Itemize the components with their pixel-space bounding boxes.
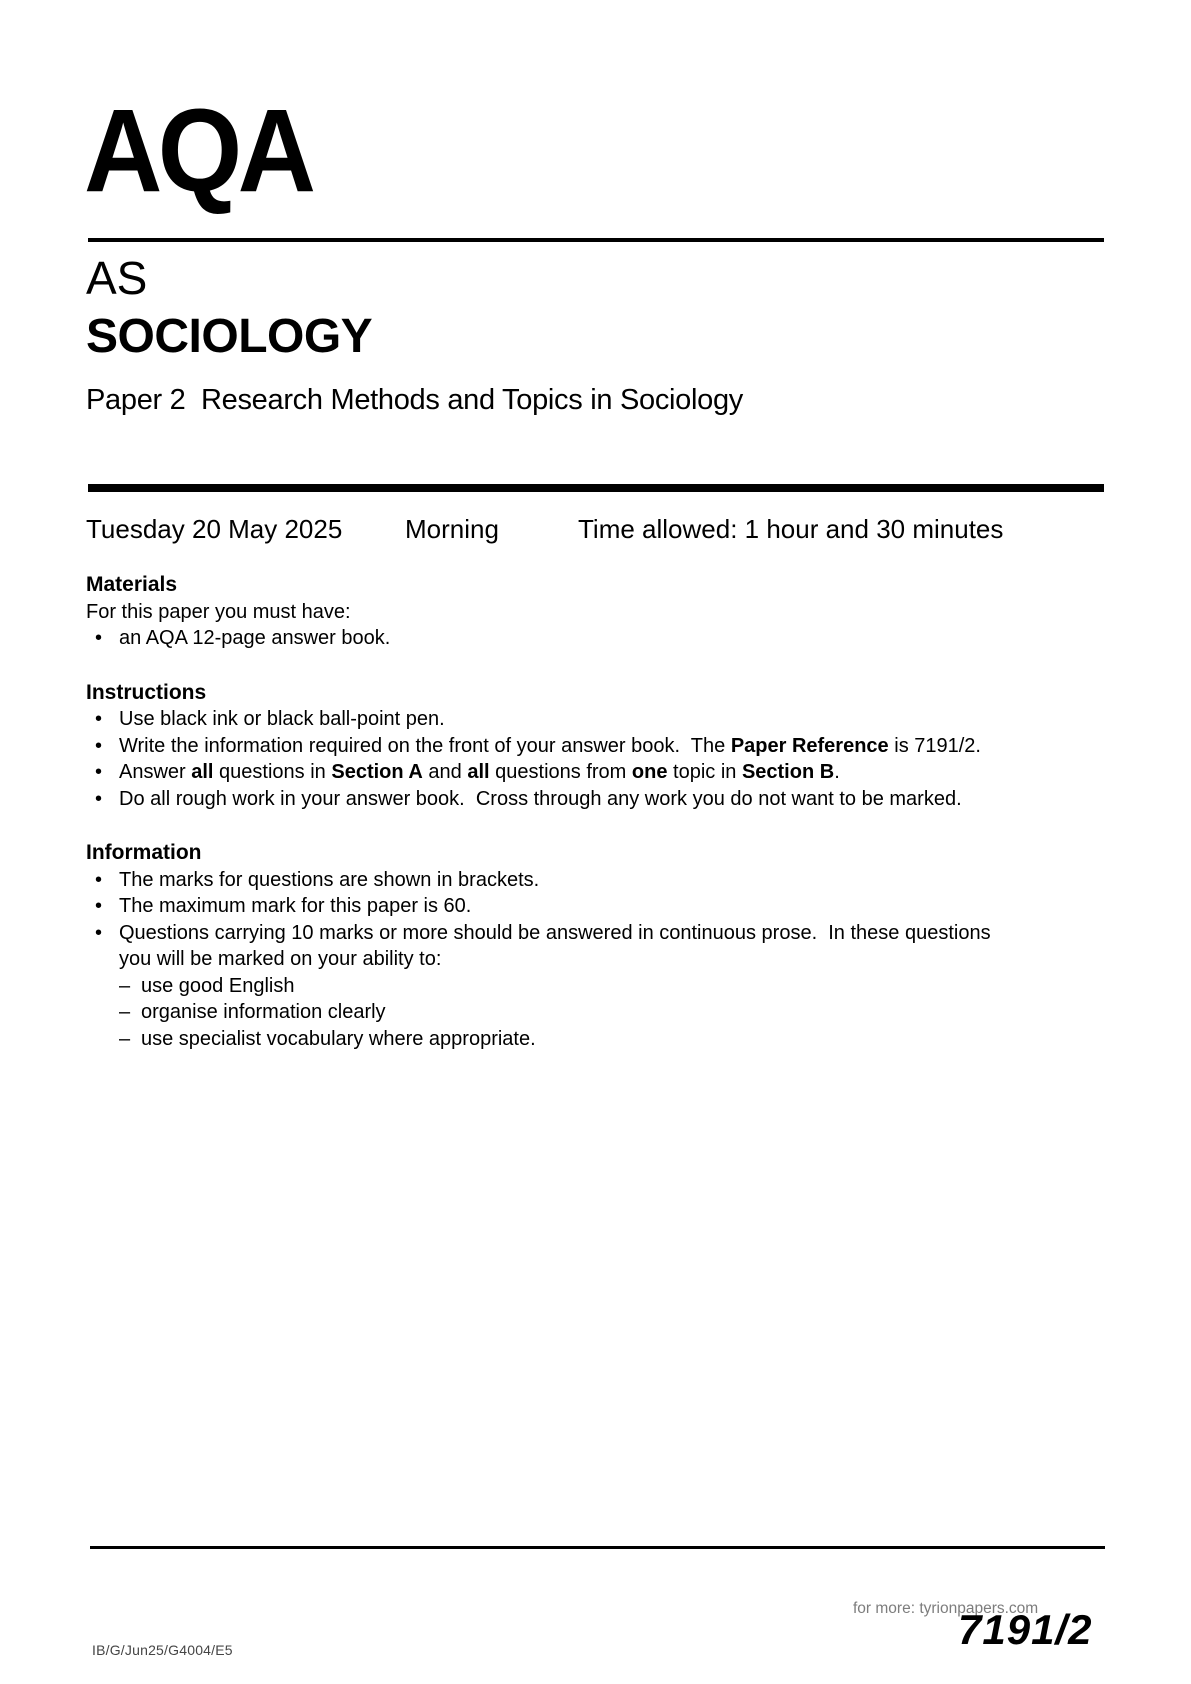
bullet-icon: • [95, 734, 103, 757]
sub-list-item-text: use good English [141, 974, 295, 997]
materials-intro: For this paper you must have: [86, 600, 351, 623]
list-item-text: Answer all questions in Section A and all questions from one topic in Section B. [119, 761, 840, 783]
list-item-text: The marks for questions are shown in brackets. [119, 868, 540, 891]
watermark-text: for more: tyrionpapers.com [853, 1600, 1039, 1617]
list-item [86, 867, 1026, 894]
list-item-text: Questions carrying 10 marks or more should be answered in continuous prose. In these questions you will be marked on your ability to: [119, 921, 991, 970]
list-item [86, 733, 1026, 760]
bullet-icon: • [95, 627, 103, 649]
sub-list-item [86, 1026, 1026, 1053]
bullet-icon: • [95, 868, 103, 891]
bullet-icon: • [95, 895, 103, 917]
sub-list-item [86, 999, 1026, 1026]
qualification-level: AS [86, 252, 148, 304]
dash-icon: – [119, 974, 131, 997]
sub-list-item-text: organise information clearly [141, 1001, 386, 1023]
exam-session: Morning [405, 514, 499, 544]
bullet-icon: • [95, 921, 103, 944]
list-item-text: Use black ink or black ball-point pen. [119, 708, 445, 730]
list-item-text: Do all rough work in your answer book. Cross through any work you do not want to be marked. [119, 787, 962, 810]
top-rule [88, 238, 1104, 242]
section-information [86, 840, 1026, 1052]
paper-code: 7191/2 [958, 1606, 1093, 1653]
front-page-content [86, 572, 1026, 1052]
subject-title: SOCIOLOGY [86, 310, 373, 363]
footer-rule [90, 1546, 1105, 1549]
footer-reference-code: IB/G/Jun25/G4004/E5 [92, 1642, 233, 1658]
materials-heading: Materials [86, 573, 178, 596]
list-item [86, 920, 1026, 973]
bullet-icon: • [95, 708, 103, 730]
information-heading: Information [86, 841, 202, 864]
instructions-heading: Instructions [86, 680, 207, 704]
thick-rule [88, 484, 1104, 492]
dash-icon: – [119, 1027, 131, 1050]
sub-list-item [86, 973, 1026, 1000]
list-item-text: The maximum mark for this paper is 60. [119, 895, 472, 917]
time-allowed: Time allowed: 1 hour and 30 minutes [578, 514, 1004, 544]
bullet-icon: • [95, 787, 103, 810]
list-item-text: Write the information required on the front of your answer book. The Paper Reference is 7191/2. [119, 734, 981, 757]
sub-list-item-text: use specialist vocabulary where appropriate. [141, 1027, 536, 1050]
exam-date: Tuesday 20 May 2025 [86, 514, 343, 544]
paper-title: Paper 2 Research Methods and Topics in Sociology [86, 384, 743, 416]
list-item [86, 786, 1026, 813]
list-item [86, 759, 1026, 786]
dash-icon: – [119, 1001, 131, 1023]
title-block [86, 250, 372, 368]
section-materials [86, 572, 1026, 652]
aqa-logo: AQA [84, 85, 312, 217]
list-item [86, 893, 1026, 920]
bullet-icon: • [95, 761, 103, 783]
section-instructions [86, 680, 1026, 813]
list-item [86, 625, 1026, 652]
exam-session-row [86, 514, 1102, 548]
list-item [86, 706, 1026, 733]
list-item-text: an AQA 12-page answer book. [119, 627, 391, 649]
